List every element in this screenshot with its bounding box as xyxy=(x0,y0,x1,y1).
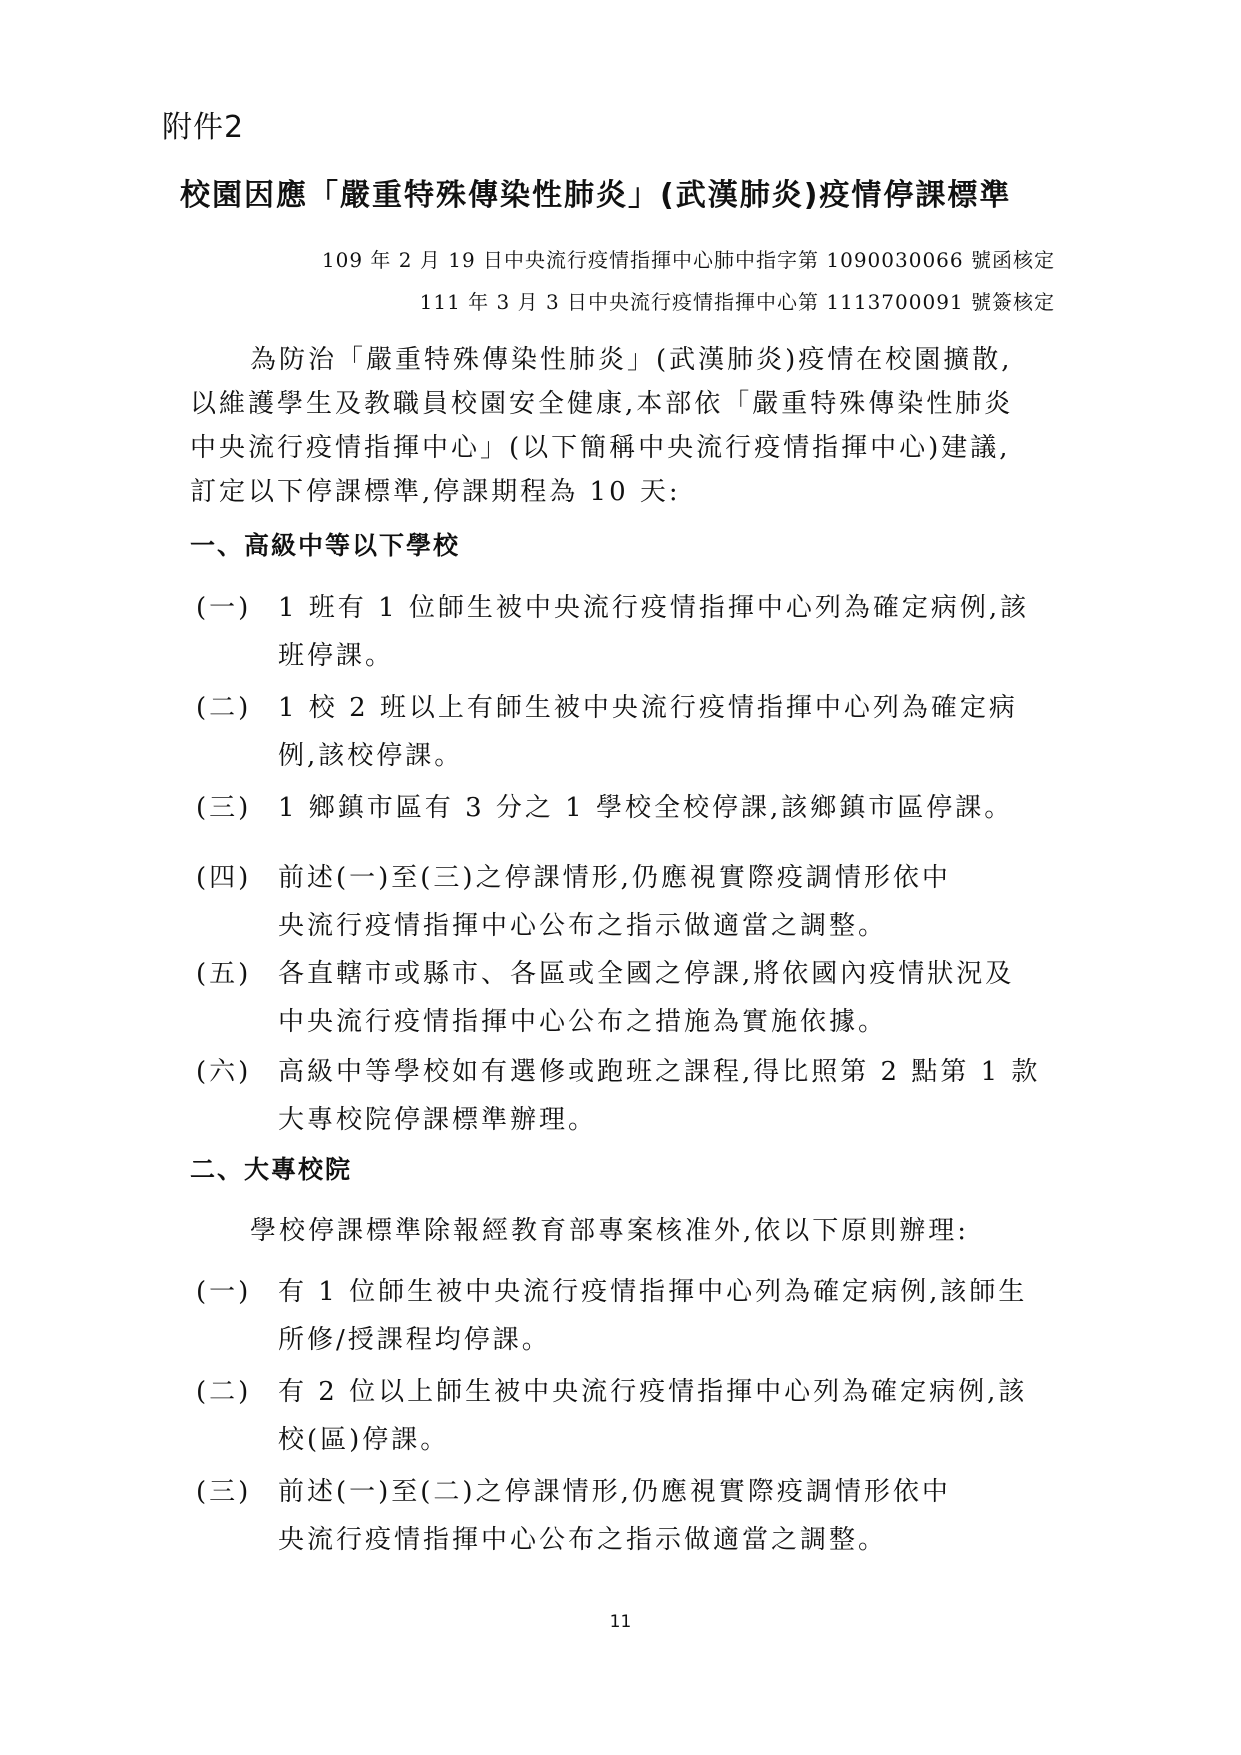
list-item xyxy=(196,784,1056,832)
approval-note-2: 111 年 3 月 3 日中央流行疫情指揮中心第 1113700091 號簽核定 xyxy=(419,290,1055,314)
intro-line: 中央流行疫情指揮中心」(以下簡稱中央流行疫情指揮中心)建議, xyxy=(190,433,1011,463)
item-line: 央流行疫情指揮中心公布之指示做適當之調整。 xyxy=(278,1525,888,1555)
item-line: 大專校院停課標準辦理。 xyxy=(278,1105,598,1135)
section-heading-secondary-schools: 一、高級中等以下學校 xyxy=(190,531,461,560)
item-line: 各直轄市或縣市、各區或全國之停課,將依國內疫情狀況及 xyxy=(278,959,1015,989)
item-line: 1 鄉鎮市區有 3 分之 1 學校全校停課,該鄉鎮市區停課。 xyxy=(278,793,1014,823)
item-line: 中央流行疫情指揮中心公布之措施為實施依據。 xyxy=(278,1007,888,1037)
item-number: (一) xyxy=(196,1277,252,1307)
list-item xyxy=(196,1468,1056,1564)
list-item xyxy=(196,950,1056,1046)
item-line: 前述(一)至(三)之停課情形,仍應視實際疫調情形依中 xyxy=(278,863,951,893)
list-item xyxy=(196,684,1056,780)
item-line: 高級中等學校如有選修或跑班之課程,得比照第 2 點第 1 款 xyxy=(278,1057,1041,1087)
intro-line: 訂定以下停課標準,停課期程為 10 天: xyxy=(190,477,681,507)
intro-line: 為防治「嚴重特殊傳染性肺炎」(武漢肺炎)疫情在校園擴散, xyxy=(250,345,1013,375)
item-number: (三) xyxy=(196,793,252,823)
document-title: 校園因應「嚴重特殊傳染性肺炎」(武漢肺炎)疫情停課標準 xyxy=(180,178,1012,213)
item-line: 例,該校停課。 xyxy=(278,741,464,771)
list-item xyxy=(196,584,1056,680)
attachment-label: 附件2 xyxy=(162,110,245,145)
item-line: 央流行疫情指揮中心公布之指示做適當之調整。 xyxy=(278,911,888,941)
item-line: 校(區)停課。 xyxy=(278,1425,450,1455)
item-line: 所修/授課程均停課。 xyxy=(278,1325,551,1355)
intro-paragraph xyxy=(190,338,1050,514)
list-item xyxy=(196,1368,1056,1464)
item-line: 有 2 位以上師生被中央流行疫情指揮中心列為確定病例,該 xyxy=(278,1377,1028,1407)
item-line: 1 班有 1 位師生被中央流行疫情指揮中心列為確定病例,該 xyxy=(278,593,1030,623)
item-line: 班停課。 xyxy=(278,641,395,671)
list-item xyxy=(196,1268,1056,1364)
list-item xyxy=(196,854,1056,950)
item-number: (二) xyxy=(196,1377,252,1407)
item-number: (六) xyxy=(196,1057,252,1087)
item-number: (二) xyxy=(196,693,252,723)
item-number: (一) xyxy=(196,593,252,623)
item-number: (四) xyxy=(196,863,252,893)
item-line: 前述(一)至(二)之停課情形,仍應視實際疫調情形依中 xyxy=(278,1477,951,1507)
approval-note-1: 109 年 2 月 19 日中央流行疫情指揮中心肺中指字第 1090030066 號函核定 xyxy=(321,248,1055,272)
item-line: 1 校 2 班以上有師生被中央流行疫情指揮中心列為確定病 xyxy=(278,693,1018,723)
intro-line: 以維護學生及教職員校園安全健康,本部依「嚴重特殊傳染性肺炎 xyxy=(190,389,1014,419)
section2-intro: 學校停課標準除報經教育部專案核准外,依以下原則辦理: xyxy=(250,1216,970,1246)
list-item xyxy=(196,1048,1056,1144)
item-number: (三) xyxy=(196,1477,252,1507)
item-line: 有 1 位師生被中央流行疫情指揮中心列為確定病例,該師生 xyxy=(278,1277,1028,1307)
section-heading-universities: 二、大專校院 xyxy=(190,1155,353,1184)
item-number: (五) xyxy=(196,959,252,989)
page-number: 11 xyxy=(609,1612,632,1632)
